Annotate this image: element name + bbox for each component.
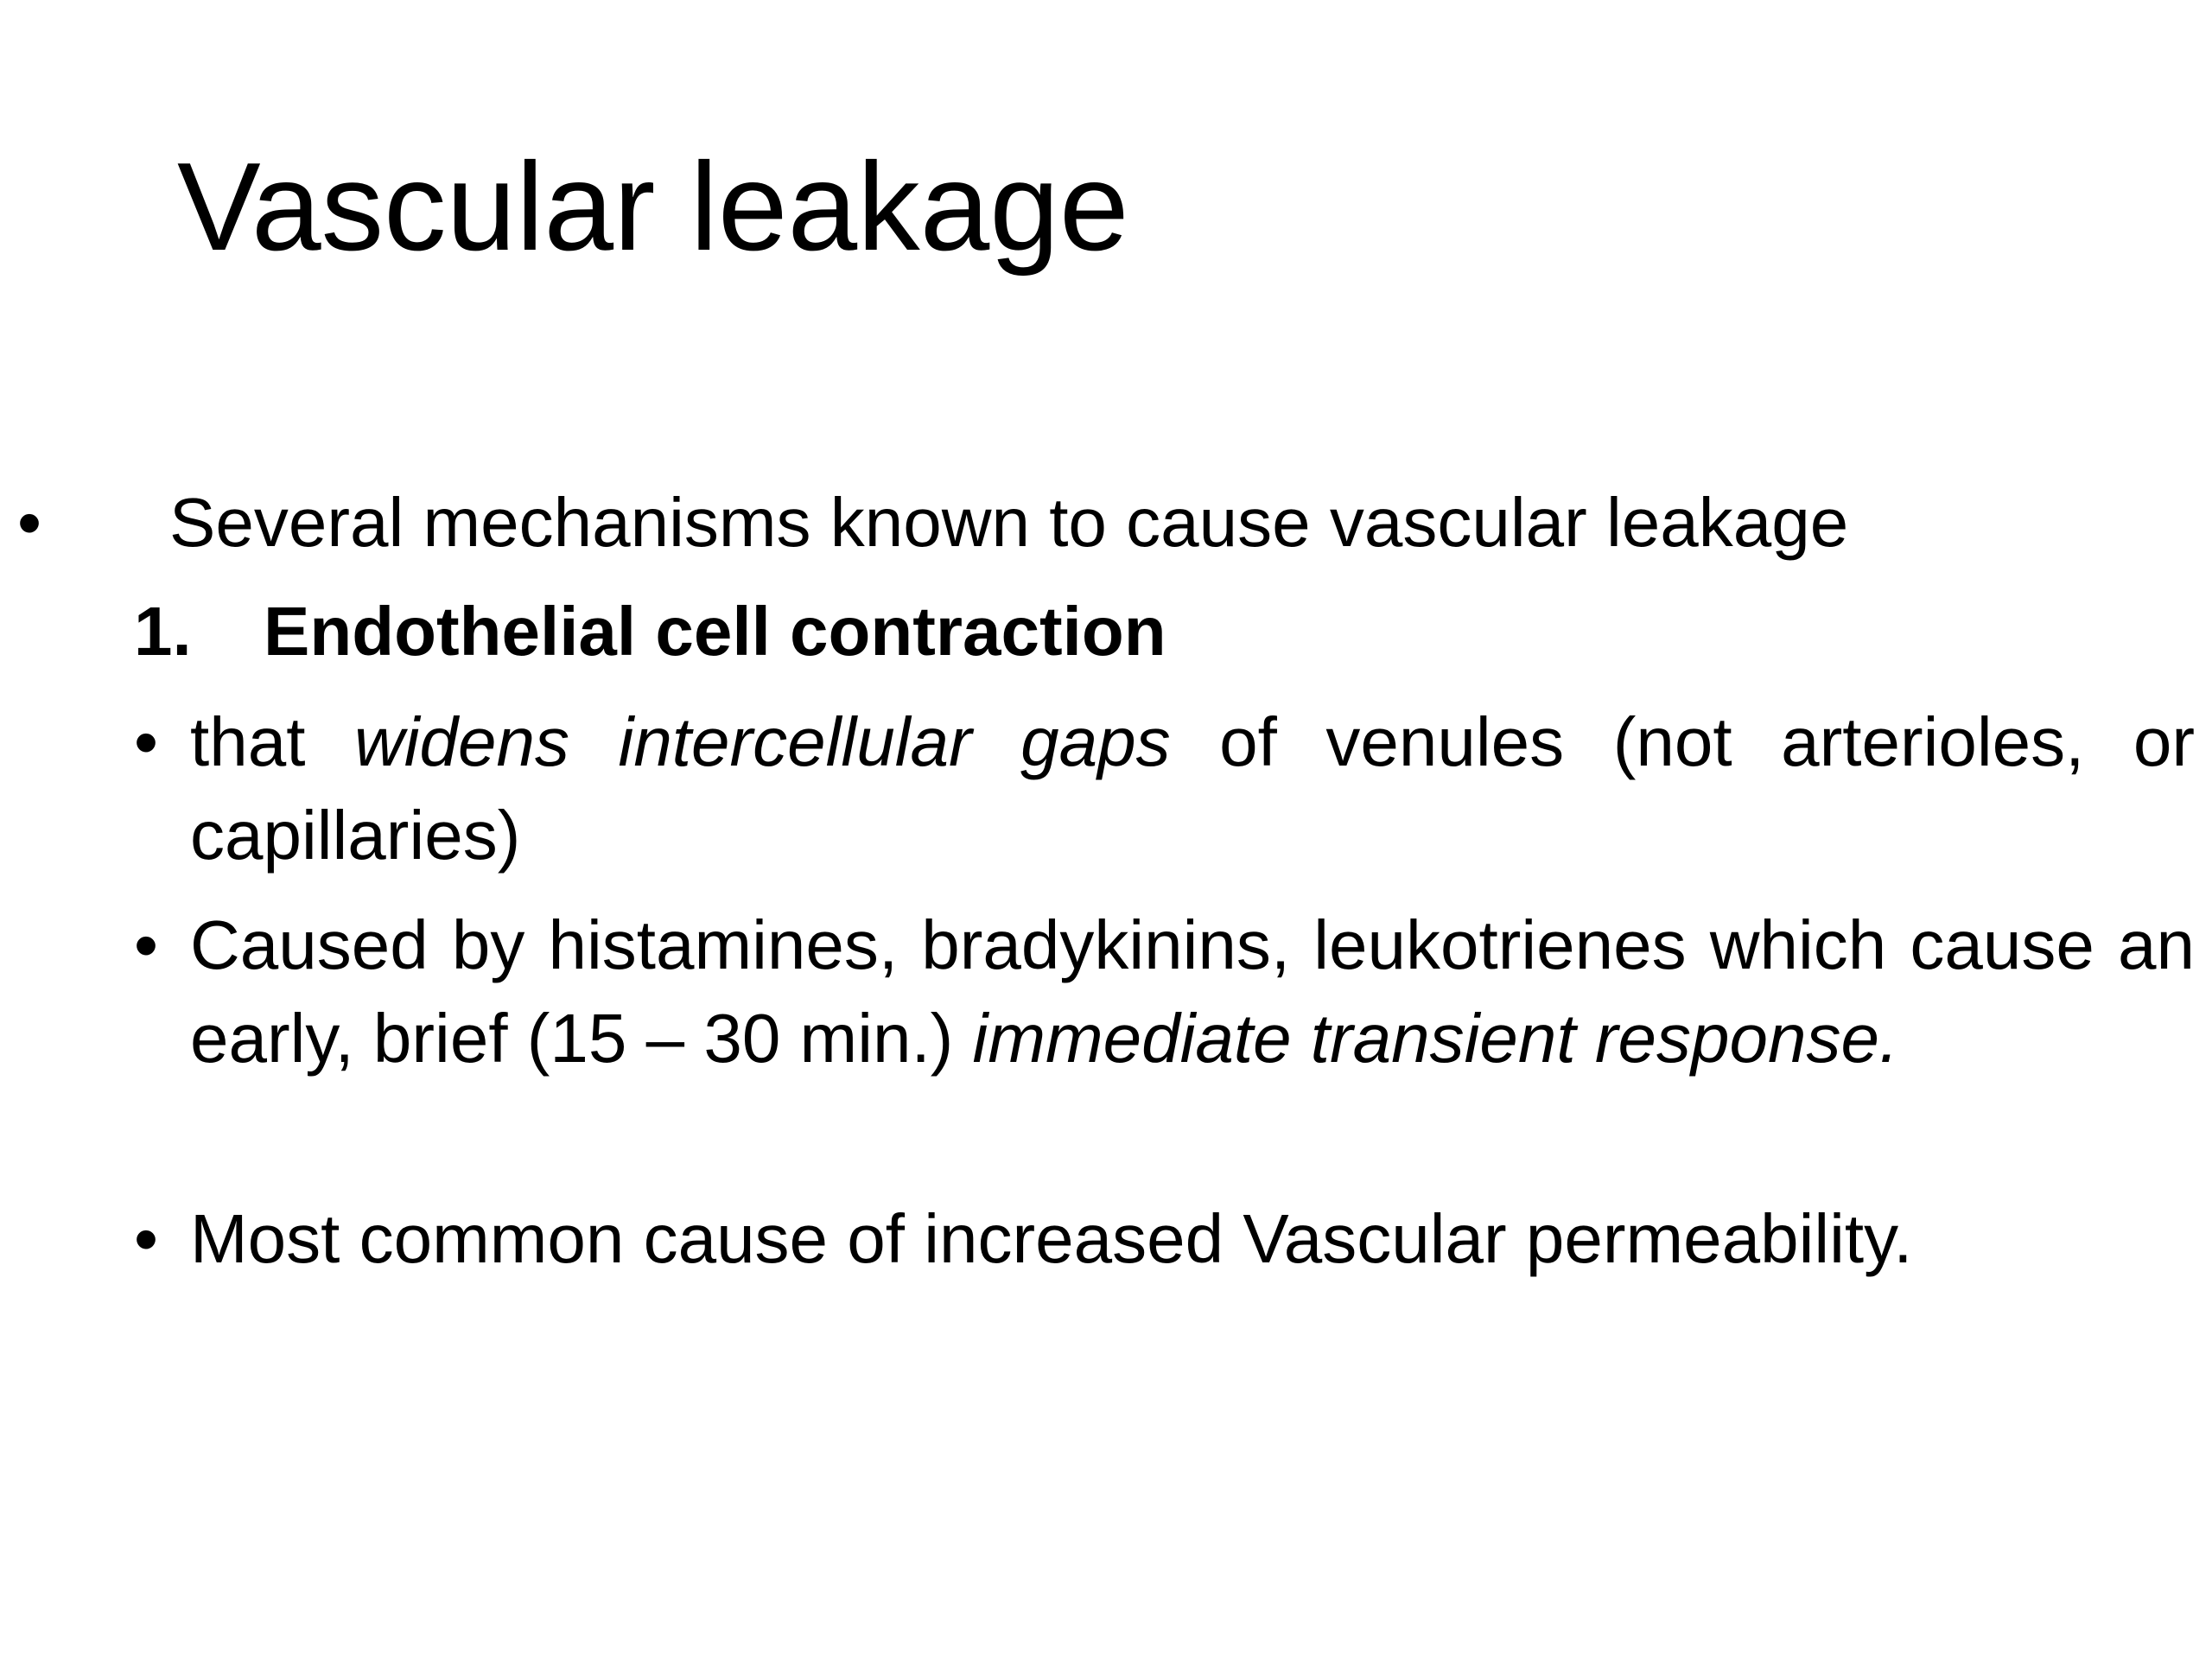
bullet-icon: • [17, 484, 42, 561]
sub-bullet-point [0, 1192, 2212, 1287]
bullet-icon: • [134, 906, 159, 983]
main-bullet-text: Several mechanisms known to cause vascular leakage [169, 484, 1849, 561]
sub-bullet-text-part: of venules (not arterioles, or capillaries) [190, 703, 2196, 874]
sub-bullet-text-part: that [190, 703, 354, 780]
numbered-item [0, 588, 2212, 675]
sub-bullet-italic-text: widens intercellular gaps [353, 703, 1171, 780]
numbered-item-number: 1. [134, 593, 192, 670]
sub-bullet-text: Most common cause of increased Vascular permeability. [190, 1200, 1913, 1277]
sub-bullet-text [190, 696, 2195, 882]
main-bullet-point [0, 480, 2212, 566]
bullet-icon: • [134, 703, 159, 780]
sub-bullet-point [0, 696, 2212, 886]
sub-bullet-text [190, 899, 2195, 1085]
slide-title: Vascular leakage [177, 137, 1129, 276]
sub-bullet-text-part: Caused by histamines, bradykinins, leukotrienes which cause an early, brief (15 – 30 min.) [190, 906, 2195, 1077]
sub-bullet-point [0, 899, 2212, 1184]
sub-bullet-italic-text: immediate transient response. [972, 1000, 1899, 1077]
bullet-icon: • [134, 1200, 159, 1277]
numbered-item-heading: Endothelial cell contraction [264, 593, 1166, 670]
